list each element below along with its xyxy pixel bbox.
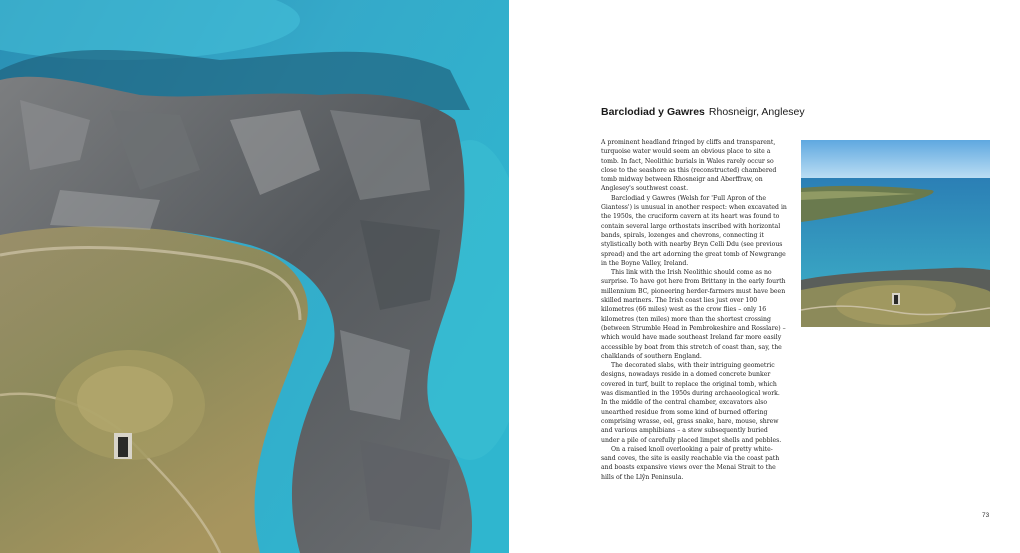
paragraph: On a raised knoll overlooking a pair of pretty white-sand coves, the site is easily reachable via the coast path and boasts expansive views over the Menai Strait to the hills of the Llŷn Peninsula. xyxy=(601,445,780,481)
site-heading xyxy=(601,106,805,118)
paragraph: This link with the Irish Neolithic should come as no surprise. To have got here from Brittany in the early fourth millennium BC, pioneering herder-farmers must have been skilled mariners. The Irish coast lies just over 100 kilometres (66 miles) west as the crow flies – only 16 kilometres (ten miles) more than the shortest crossing (between Strumble Head in Pembrokeshire and Rosslare) – which would have made southeast Ireland far more easily accessible by boat from this stretch of coast than, say, the chalklands of southern England. xyxy=(601,269,786,360)
page-number: 73 xyxy=(982,512,990,519)
body-text xyxy=(601,138,787,482)
inset-coast-photo xyxy=(801,140,990,327)
text-page xyxy=(509,0,1020,553)
aerial-coast-photo xyxy=(0,0,509,553)
paragraph: Barclodiad y Gawres (Welsh for 'Full Apron of the Giantess') is unusual in another respect: when excavated in the 1950s, the cruciform cavern at its heart was found to contain several large orthostats inscribed with horizontal bands, spirals, lozenges and chevrons, connecting it stylistically both with nearby Bryn Celli Ddu (see previous spread) and the art adorning the great tomb of Newgrange in the Boyne Valley, Ireland. xyxy=(601,194,787,267)
paragraph: A prominent headland fringed by cliffs and transparent, turquoise water would seem an obvious place to site a tomb. In fact, Neolithic burials in Wales rarely occur so close to the seashore as this (reconstructed) chambered tomb midway between Rhosneigr and Aberffraw, on Anglesey's southwest coast. xyxy=(601,139,777,193)
paragraph: The decorated slabs, with their intriguing geometric designs, nowadays reside in a domed concrete bunker covered in turf, built to replace the original tomb, which was dismantled in the 1950s during archaeological work. In the middle of the central chamber, excavators also unearthed residue from some kind of burned offering comprising wrasse, eel, grass snake, hare, mouse, shrew and various amphibians – a stew subsequently buried under a pile of carefully placed limpet shells and pebbles. xyxy=(601,362,782,444)
site-name: Barclodiad y Gawres xyxy=(601,106,705,118)
site-location: Rhosneigr, Anglesey xyxy=(708,106,805,118)
